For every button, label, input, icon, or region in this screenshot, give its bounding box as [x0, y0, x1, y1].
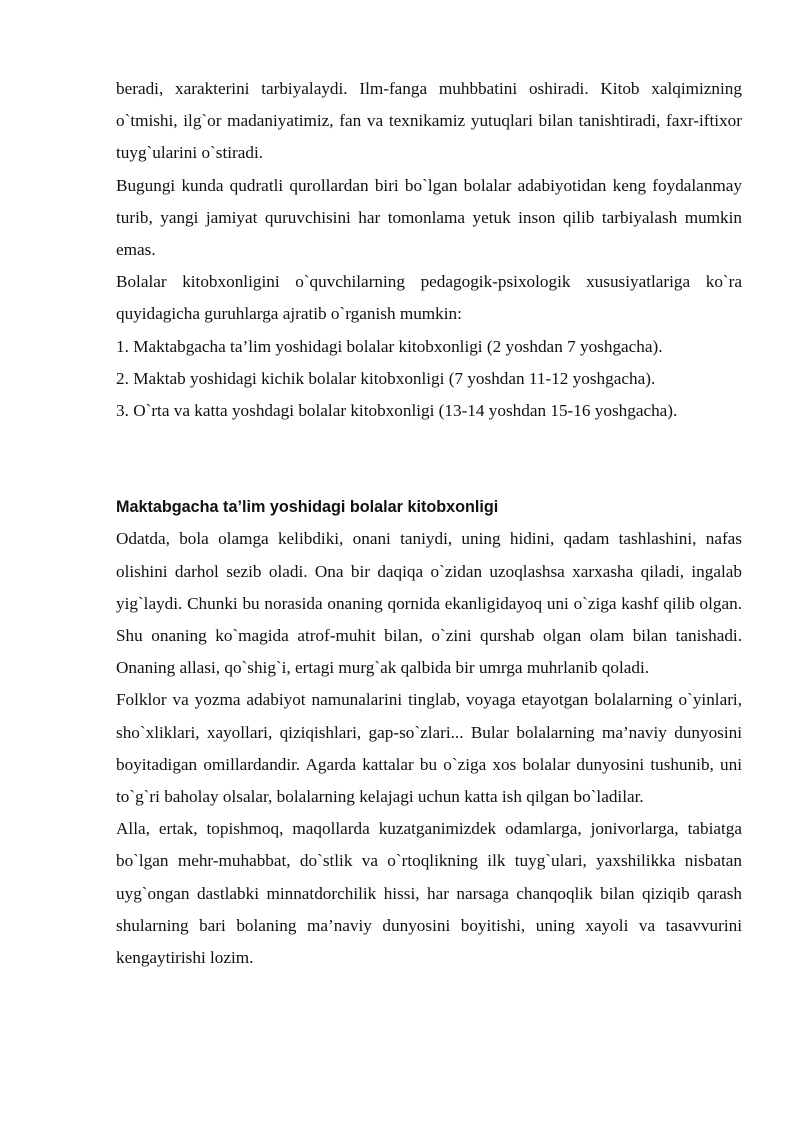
paragraph: Alla, ertak, topishmoq, maqollarda kuzatganimizdek odamlarga, jonivorlarga, tabiatga bo`lgan mehr-muhabbat, do`stlik va o`rtoqlikning ilk tuyg`ulari, yaxshilikka nisbatan uyg`ongan dastlabki minnatdorchilik hissi, har narsaga chanqoqlik bilan qiziqib qarash shularning bari bolaning ma’naviy dunyosini boyitishi, uning xayoli va tasavvurini kengaytirishi lozim. — [116, 819, 742, 968]
list-item: 1. Maktabgacha ta’lim yoshidagi bolalar kitobxonligi (2 yoshdan 7 yoshgacha). — [116, 336, 663, 356]
paragraph: Bugungi kunda qudratli qurollardan biri bo`lgan bolalar adabiyotidan keng foydalanmay turib, yangi jamiyat quruvchisini har tomonlama yetuk inson qilib tarbiyalash mumkin emas. — [116, 175, 742, 260]
list-item: 2. Maktab yoshidagi kichik bolalar kitobxonligi (7 yoshdan 11-12 yoshgacha). — [116, 368, 656, 388]
paragraph: beradi, xarakterini tarbiyalaydi. Ilm-fanga muhbbatini oshiradi. Kitob xalqimizning o`tmishi, ilg`or madaniyatimiz, fan va texnikamiz yutuqlari bilan tanishtiradi, faxr-iftixor tuyg`ularini o`stiradi. — [116, 79, 742, 163]
paragraph: Bolalar kitobxonligini o`quvchilarning pedagogik-psixologik xususiyatlariga ko`ra quyidagicha guruhlarga ajratib o`rganish mumkin: — [116, 272, 742, 324]
section-heading: Maktabgacha ta’lim yoshidagi bolalar kitobxonligi — [116, 498, 499, 517]
paragraph: Odatda, bola olamga kelibdiki, onani taniydi, uning hidini, qadam tashlashini, nafas olishini darhol sezib oladi. Ona bir daqiqa o`zidan uzoqlashsa xarxasha qiladi, ingalab yig`laydi. Chunki bu norasida onaning qornida ekanligidayoq uni o`ziga kashf qilib olgan. Shu onaning ko`magida atrof-muhit bilan, o`zini qurshab olgan olam bilan tanishadi. Onaning allasi, qo`shig`i, ertagi murg`ak qalbida bir umrga muhrlanib qoladi. — [116, 529, 742, 678]
spacer — [116, 427, 742, 491]
document-page — [116, 73, 742, 974]
list-item: 3. O`rta va katta yoshdagi bolalar kitobxonligi (13-14 yoshdan 15-16 yoshgacha). — [116, 401, 678, 421]
paragraph: Folklor va yozma adabiyot namunalarini tinglab, voyaga etayotgan bolalarning o`yinlari, sho`xliklari, xayollari, qiziqishlari, gap-so`zlari... Bular bolalarning ma’naviy dunyosini boyitadigan omillardandir. Agarda kattalar bu o`ziga xos bolalar dunyosini tushunib, uni to`g`ri baholay olsalar, bolalarning kelajagi uchun katta ish qilgan bo`ladilar. — [116, 690, 742, 807]
